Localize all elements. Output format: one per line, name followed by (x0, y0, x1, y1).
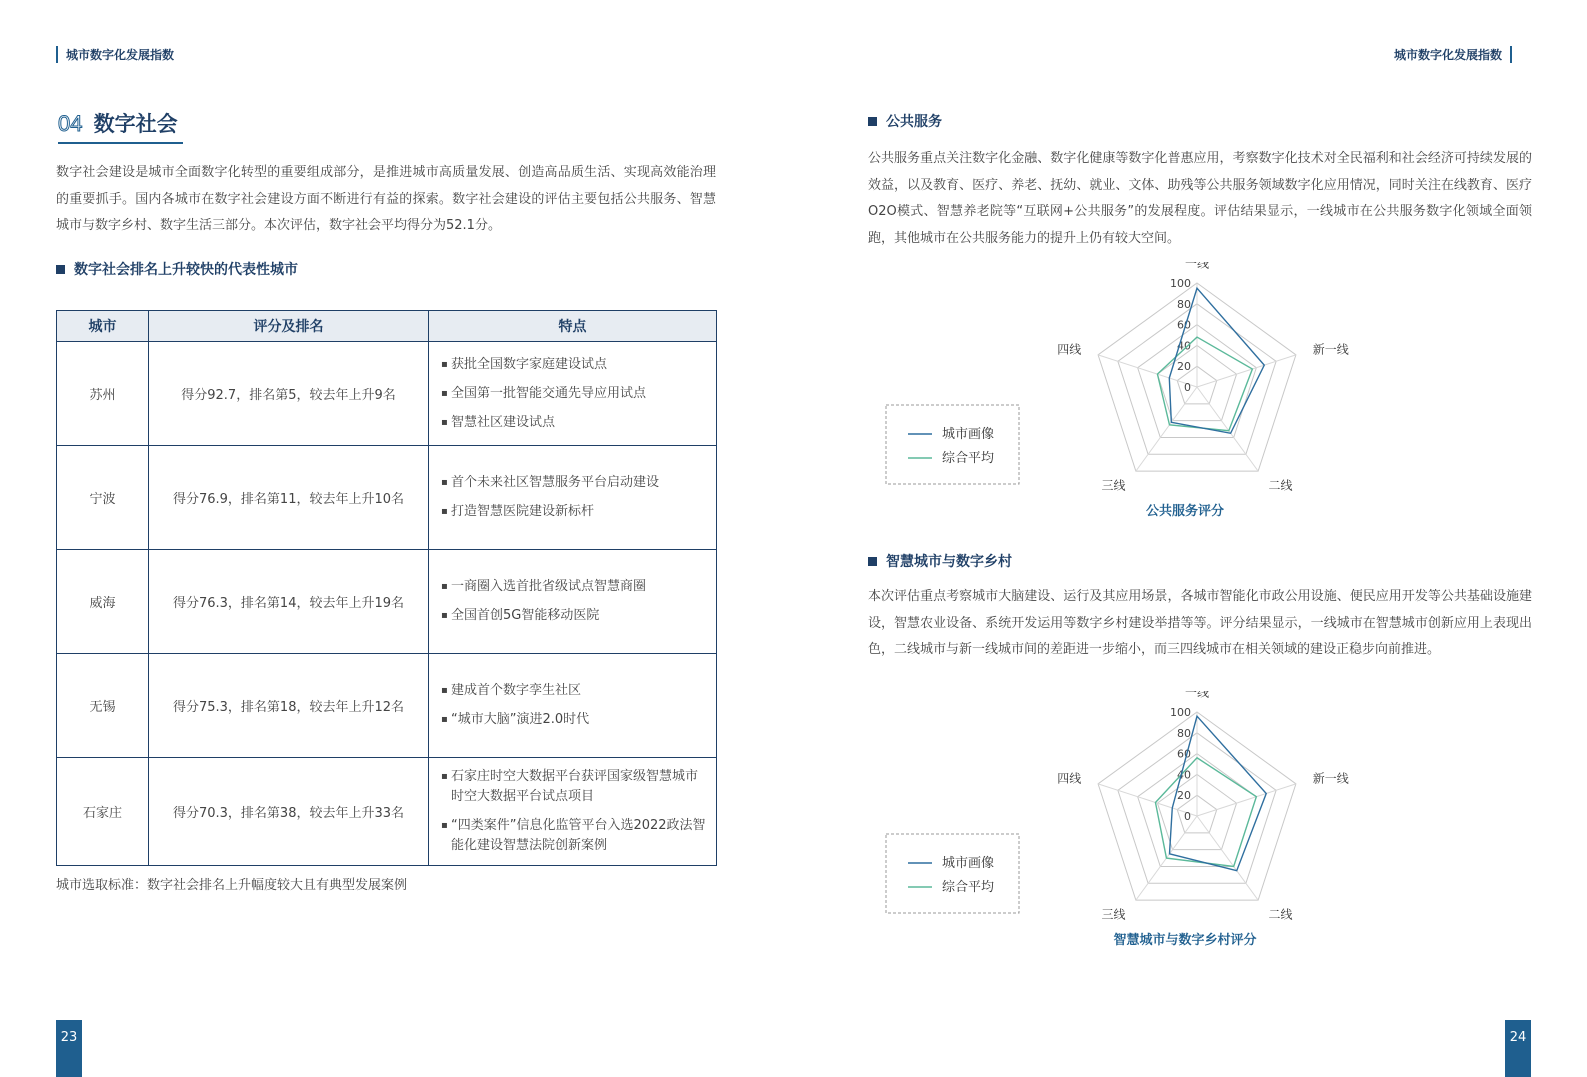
square-bullet-icon (868, 557, 877, 566)
column-header-city: 城市 (57, 311, 149, 342)
radar-category-label: 一线 (1184, 691, 1210, 700)
city-cell: 石家庄 (57, 758, 149, 866)
radar-category-label: 三线 (1101, 478, 1126, 493)
radar-spoke (1136, 387, 1197, 471)
feature-item: ▪ 获批全国数字家庭建设试点 (451, 355, 706, 375)
radar-tick-label: 40 (1177, 339, 1191, 353)
feature-item: ▪ 建成首个数字孪生社区 (451, 681, 706, 701)
chart-title: 智慧城市与数字乡村评分 (1113, 933, 1257, 948)
square-bullet-icon (56, 265, 65, 274)
smart-city-heading-text: 智慧城市与数字乡村 (886, 554, 1012, 570)
city-cell: 苏州 (57, 342, 149, 446)
feature-item: ▪ “城市大脑”演进2.0时代 (451, 710, 706, 730)
radar-tick-label: 40 (1177, 768, 1191, 782)
table-row (57, 446, 717, 550)
score-cell: 得分76.3，排名第14，较去年上升19名 (149, 550, 429, 654)
radar-spoke (1197, 816, 1258, 900)
city-cell: 无锡 (57, 654, 149, 758)
legend-box (886, 405, 1019, 484)
column-header-score: 评分及排名 (149, 311, 429, 342)
radar-tick-label: 80 (1177, 297, 1191, 311)
radar-category-label: 二线 (1268, 478, 1293, 493)
running-header-right: 城市数字化发展指数 (1394, 46, 1512, 63)
smart-city-radar-chart (880, 691, 1440, 957)
page-number-left: 23 (56, 1020, 82, 1077)
title-underline (58, 142, 183, 144)
public-service-heading-text: 公共服务 (886, 114, 942, 130)
radar-series-2 (1155, 758, 1256, 867)
features-cell (429, 342, 717, 446)
radar-category-label: 四线 (1057, 771, 1082, 786)
table-heading (56, 259, 298, 279)
radar-spoke (1197, 784, 1296, 816)
radar-tick-label: 80 (1177, 726, 1191, 740)
legend-label: 综合平均 (942, 451, 995, 466)
radar-category-label: 一线 (1184, 262, 1210, 271)
smart-city-text: 本次评估重点考察城市大脑建设、运行及其应用场景，各城市智能化市政公用设施、便民应用开发等公共基础设施建设，智慧农业设备、系统开发运用等数字乡村建设举措等等。评分结果显示，一线城市在智慧城市创新应用上表现出色，二线城市与新一线城市间的差距进一步缩小，而三四线城市在相关领域的建设正稳步向前推进。 (868, 589, 1532, 657)
table-row (57, 654, 717, 758)
table-row (57, 342, 717, 446)
section-intro: 数字社会建设是城市全面数字化转型的重要组成部分，是推进城市高质量发展、创造高品质生活、实现高效能治理的重要抓手。国内各城市在数字社会建设方面不断进行有益的探索。数字社会建设的评估主要包括公共服务、智慧城市与数字乡村、数字生活三部分。本次评估，数字社会平均得分为52.1分。 (56, 165, 716, 233)
radar-tick-label: 0 (1184, 810, 1191, 823)
radar-tick-label: 60 (1177, 747, 1191, 761)
section-number: 04 (58, 111, 83, 136)
feature-item: ▪ 一商圈入选首批省级试点智慧商圈 (451, 577, 706, 597)
radar-tick-label: 20 (1177, 789, 1191, 803)
public-service-heading (868, 111, 942, 131)
radar-category-label: 三线 (1101, 907, 1126, 922)
chart-title: 公共服务评分 (1145, 504, 1225, 519)
table-row (57, 550, 717, 654)
square-bullet-icon (868, 117, 877, 126)
feature-item: ▪ 石家庄时空大数据平台获评国家级智慧城市时空大数据平台试点项目 (451, 767, 706, 807)
radar-category-label: 四线 (1057, 342, 1082, 357)
smart-city-heading (868, 551, 1012, 571)
radar-tick-label: 100 (1170, 706, 1191, 719)
score-cell: 得分70.3，排名第38，较去年上升33名 (149, 758, 429, 866)
radar-svg (880, 262, 1440, 524)
public-service-text: 公共服务重点关注数字化金融、数字化健康等数字化普惠应用，考察数字化技术对全民福利和社会经济可持续发展的效益，以及教育、医疗、养老、抚幼、就业、文体、助残等公共服务领域数字化应用情况，同时关注在线教育、医疗O2O模式、智慧养老院等“互联网+公共服务”的发展程度。评估结果显示，一线城市在公共服务数字化领域全面领跑，其他城市在公共服务能力的提升上仍有较大空间。 (868, 151, 1532, 246)
score-cell: 得分92.7，排名第5，较去年上升9名 (149, 342, 429, 446)
legend-label: 城市画像 (942, 856, 995, 871)
city-ranking-table (56, 310, 717, 866)
score-cell: 得分75.3，排名第18，较去年上升12名 (149, 654, 429, 758)
features-cell (429, 758, 717, 866)
selection-note: 城市选取标准：数字社会排名上升幅度较大且有典型发展案例 (56, 878, 408, 893)
feature-item: ▪ 全国首创5G智能移动医院 (451, 606, 706, 626)
feature-item: ▪ 全国第一批智能交通先导应用试点 (451, 384, 706, 404)
legend-label: 综合平均 (942, 880, 995, 895)
table-heading-text: 数字社会排名上升较快的代表性城市 (74, 262, 298, 278)
radar-svg (880, 691, 1440, 953)
city-cell: 宁波 (57, 446, 149, 550)
radar-spoke (1197, 355, 1296, 387)
radar-tick-label: 20 (1177, 360, 1191, 374)
city-cell: 威海 (57, 550, 149, 654)
feature-item: ▪ 首个未来社区智慧服务平台启动建设 (451, 473, 706, 493)
features-cell (429, 654, 717, 758)
legend-box (886, 834, 1019, 913)
radar-category-label: 二线 (1268, 907, 1293, 922)
feature-item: ▪ 智慧社区建设试点 (451, 413, 706, 433)
running-header-left: 城市数字化发展指数 (56, 46, 174, 63)
radar-category-label: 新一线 (1312, 342, 1349, 357)
feature-item: ▪ “四类案件”信息化监管平台入选2022政法智能化建设智慧法院创新案例 (451, 816, 706, 856)
section-title-text: 数字社会 (93, 112, 178, 136)
feature-item: ▪ 打造智慧医院建设新标杆 (451, 502, 706, 522)
features-cell (429, 550, 717, 654)
legend-label: 城市画像 (942, 427, 995, 442)
radar-category-label: 新一线 (1312, 771, 1349, 786)
radar-tick-label: 100 (1170, 277, 1191, 290)
public-service-radar-chart (880, 262, 1440, 528)
score-cell: 得分76.9，排名第11，较去年上升10名 (149, 446, 429, 550)
column-header-features: 特点 (429, 311, 717, 342)
section-title (58, 108, 178, 138)
radar-tick-label: 60 (1177, 318, 1191, 332)
table-row (57, 758, 717, 866)
page-number-right: 24 (1505, 1020, 1531, 1077)
radar-tick-label: 0 (1184, 381, 1191, 394)
features-cell (429, 446, 717, 550)
